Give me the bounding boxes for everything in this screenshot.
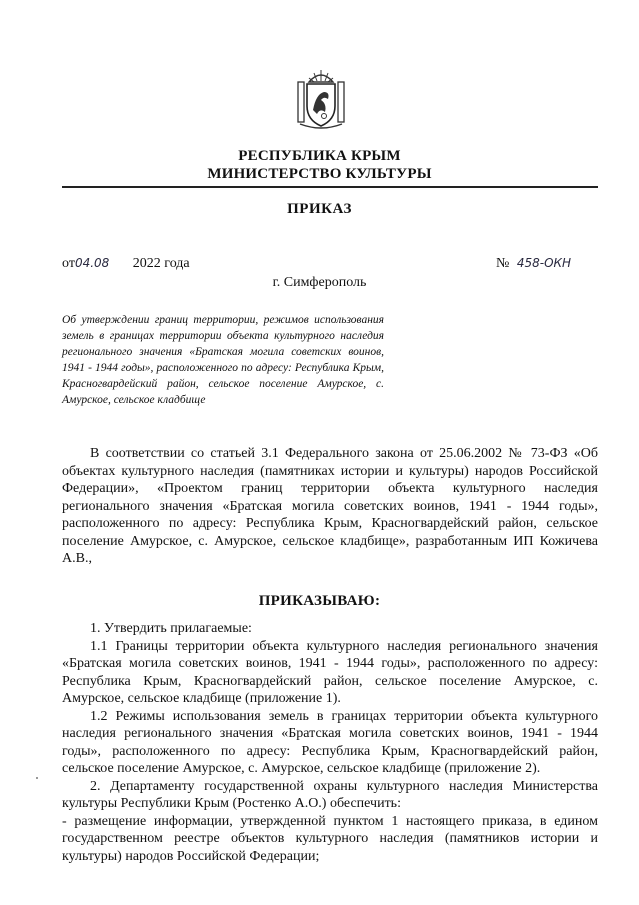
order-items bbox=[62, 620, 598, 865]
document-type-title: ПРИКАЗ bbox=[287, 201, 352, 217]
date-handwritten: 04.08 bbox=[74, 256, 110, 270]
preamble-paragraph: В соответствии со статьей 3.1 Федерального закона от 25.06.2002 № 73-ФЗ «Об объектах культурного наследия (памятниках истории и культуры) народов Российской Федерации», «Проектом границ территории объекта культурного наследия регионального значения «Братская могила советских воинов, 1941 - 1944 годы», расположенного по адресу: Республика Крым, Красногвардейский район, сельское поселение Амурское, с. Амурское, сельское кладбище», разработанным ИП Кожичева А.В., bbox=[62, 446, 598, 566]
scan-speck bbox=[36, 777, 38, 779]
ministry-title: МИНИСТЕРСТВО КУЛЬТУРЫ bbox=[207, 166, 432, 182]
item-1-2: 1.2 Режимы использования земель в границах территории объекта культурного наследия регионального значения «Братская могила советских воинов, 1941 - 1944 годы», расположенного по адресу: Республика Крым, Красногвардейский район, сельское поселение Амурское, с. Амурское, сельское кладбище (приложение 2). bbox=[62, 708, 598, 776]
order-number bbox=[496, 256, 571, 272]
number-handwritten: 458-ОКН bbox=[516, 256, 572, 270]
item-1: 1. Утвердить прилагаемые: bbox=[90, 621, 252, 636]
order-date bbox=[62, 256, 190, 272]
header-divider bbox=[62, 186, 598, 188]
city: г. Симферополь bbox=[272, 275, 367, 290]
item-2-a: - размещение информации, утвержденной пунктом 1 настоящего приказа, в едином государственном реестре объектов культурного наследия (памятников истории и культуры) народов Российской Федерации; bbox=[62, 813, 598, 864]
item-1-1: 1.1 Границы территории объекта культурного наследия регионального значения «Братская могила советских воинов, 1941 - 1944 годы», расположенного по адресу: Республика Крым, Красногвардейский район, сельское поселение Амурское, с. Амурское, сельское кладбище (приложение 1). bbox=[62, 638, 598, 706]
republic-title: РЕСПУБЛИКА КРЫМ bbox=[238, 148, 401, 164]
order-subject: Об утверждении границ территории, режимов использования земель в границах территории объекта культурного наследия регионального значения «Братская могила советских воинов, 1941 - 1944 годы», расположенного по адресу: Республика Крым, Красногвардейский район, сельское поселение Амурское, с. Амурское, сельское кладбище bbox=[62, 314, 384, 406]
item-2: 2. Департаменту государственной охраны культурного наследия Министерства культуры Республики Крым (Ростенко А.О.) обеспечить: bbox=[62, 778, 598, 811]
date-year: 2022 года bbox=[132, 256, 190, 271]
crimea-coat-of-arms-icon bbox=[294, 66, 348, 130]
date-prefix: от bbox=[62, 256, 75, 271]
number-prefix: № bbox=[496, 256, 510, 271]
order-word: ПРИКАЗЫВАЮ: bbox=[258, 593, 381, 609]
